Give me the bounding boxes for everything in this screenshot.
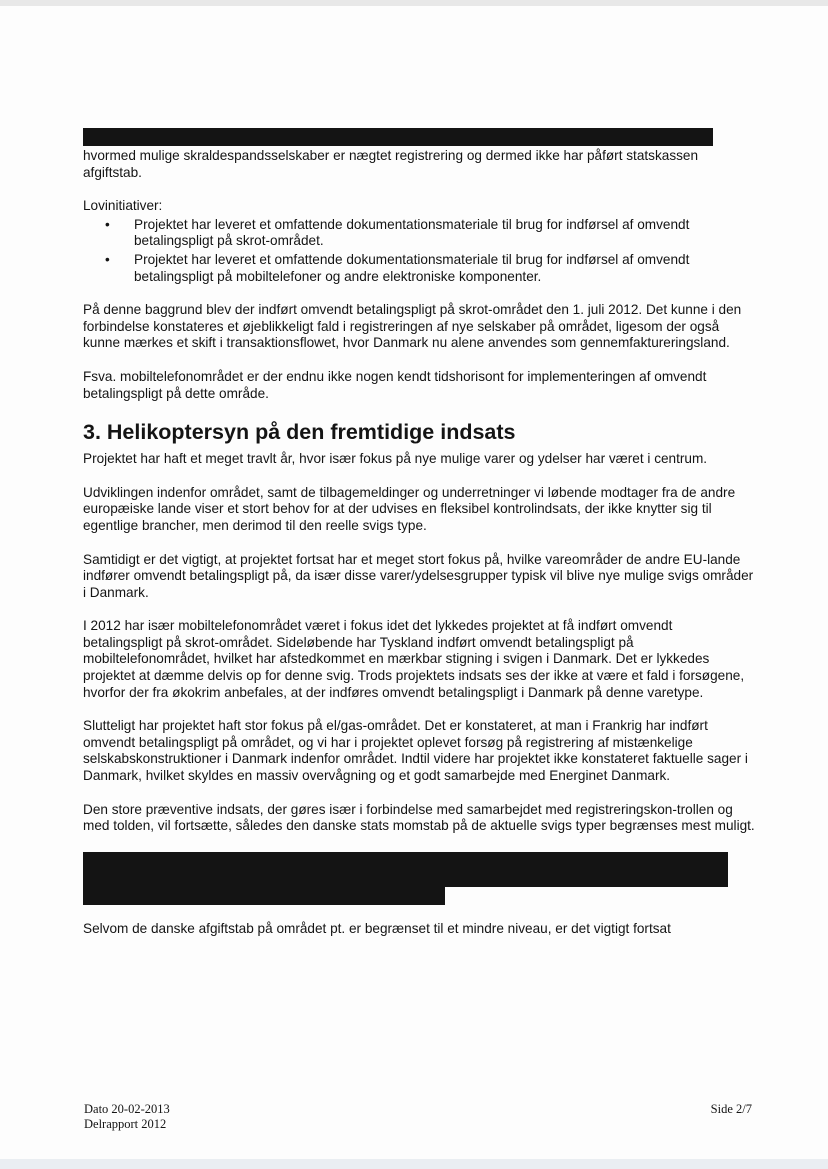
footer-report: Delrapport 2012: [84, 1117, 167, 1131]
paragraph-last: Selvom de danske afgiftstab på området pt. er begrænset til et mindre niveau, er det vigtigt fortsat: [83, 920, 671, 936]
footer-date: Dato 20-02-2013: [84, 1102, 170, 1116]
paragraph: Udviklingen indenfor området, samt de tilbagemeldinger og underretninger vi løbende modtager fra de andre europæiske lande viser et stort behov for at der udvises en fleksibel kontrolindsats, der ikke knytter sig til egentlige brancher, men derimod til den reelle svigs type.: [83, 484, 736, 533]
paragraph: Projektet har haft et meget travlt år, hvor især fokus på nye mulige varer og ydelser har været i centrum.: [83, 451, 708, 467]
lovinitiativer-heading: Lovinitiativer:: [83, 198, 163, 214]
paragraph-fsva: Fsva. mobiltelefonområdet er der endnu ikke nogen kendt tidshorisont for implementeringen af omvendt betalingspligt på dette område.: [83, 368, 707, 401]
bullet-icon: •: [105, 251, 110, 267]
paragraph-intro: hvormed mulige skraldespandsselskaber er nægtet registrering og dermed ikke har påført statskassen afgiftstab.: [83, 148, 699, 180]
paragraph-baggrund: På denne baggrund blev der indført omvendt betalingspligt på skrot-området den 1. juli 2012. Det kunne i den forbindelse konstateres et øjeblikkeligt fald i registreringen af nye selskaber på området, ligesom der også kunne mærkes et skift i transaktionsflowet, hvor Danmark nu alene anvendes som gennemfaktureringsland.: [83, 302, 742, 351]
bullet-icon: •: [105, 216, 110, 232]
footer-left: [84, 1102, 170, 1132]
redaction-bar: [83, 852, 728, 887]
lovinitiativer-list: [83, 217, 755, 285]
paragraph: Den store præventive indsats, der gøres især i forbindelse med samarbejdet med registreringskon-trollen og med tolden, vil fortsætte, således den danske stats momstab på de aktuelle svigs typer begrænses mest muligt.: [83, 801, 755, 834]
paragraph: Slutteligt har projektet haft stor fokus på el/gas-området. Det er konstateret, at man i Frankrig har indført omvendt betalingspligt på området, og vi har i projektet oplevet forsøg på registrering af mistænkelige selskabskonstruktioner i Danmark indenfor området. Indtil videre har projektet ikke konstateret faktuelle sager i Danmark, hvilket skyldes en massiv overvågning og et godt samarbejde med Energinet Danmark.: [83, 718, 748, 784]
list-item: • Projektet har leveret et omfattende dokumentationsmateriale til brug for indførsel af omvendt betalingspligt på mobiltelefoner og andre elektroniske komponenter.: [105, 251, 690, 284]
scan-edge-top: [0, 0, 828, 6]
redaction-bar: [83, 887, 445, 905]
document-body: [83, 148, 755, 954]
section-heading: 3. Helikoptersyn på den fremtidige indsats: [83, 420, 516, 445]
redaction-block: [83, 852, 755, 905]
list-item: • Projektet har leveret et omfattende dokumentationsmateriale til brug for indførsel af omvendt betalingspligt på skrot-området.: [105, 216, 690, 249]
paragraph: I 2012 har især mobiltelefonområdet været i fokus idet det lykkedes projektet at få indført omvendt betalingspligt på skrot-området. Sideløbende har Tyskland indført omvendt betalingspligt på mobiltelefonområdet, hvilket har afstedkommet en mærkbar stigning i svigen i Danmark. Det er lykkedes projektet at dæmme delvis op for denne svig. Trods projektets indsats ses der ikke at være et fald i forsøgene, hvorfor der fra økokrim anbefales, at der indføres omvendt betalingspligt i Danmark på denne varetype.: [83, 618, 745, 700]
redaction-bar: [83, 128, 713, 146]
footer-page-number: Side 2/7: [710, 1102, 752, 1116]
scan-edge-bottom: [0, 1159, 828, 1169]
paragraph: Samtidigt er det vigtigt, at projektet fortsat har et meget stort fokus på, hvilke vareområder de andre EU-lande indfører omvendt betalingspligt på, da især disse varer/ydelsesgrupper typisk vil blive nye mulige svigs områder i Danmark.: [83, 551, 754, 600]
